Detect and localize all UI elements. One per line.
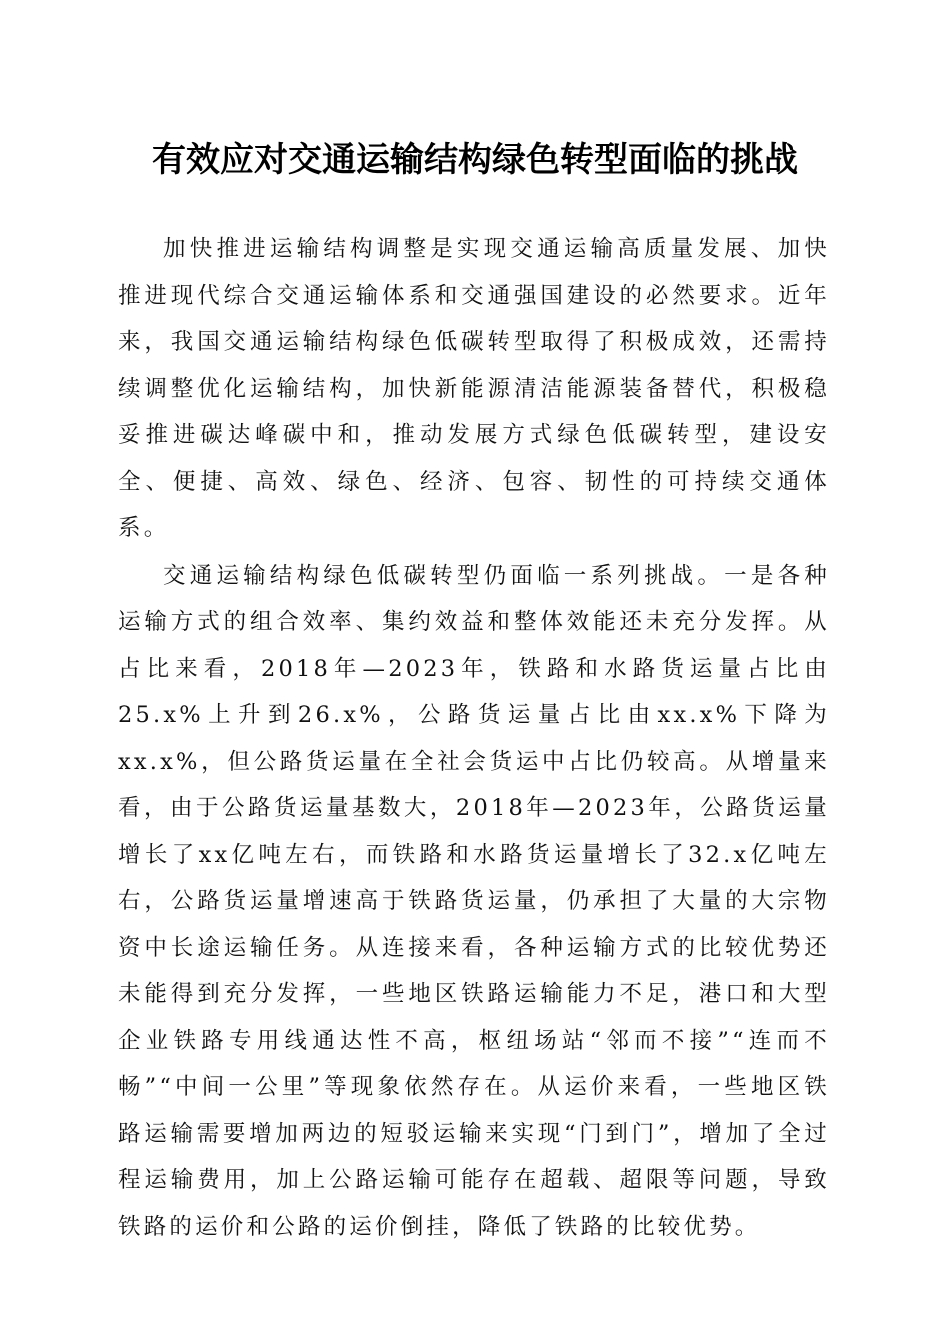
paragraph-1: 加快推进运输结构调整是实现交通运输高质量发展、加快推进现代综合交通运输体系和交通强国建设的必然要求。近年来，我国交通运输结构绿色低碳转型取得了积极成效，还需持续调整优化运输结构，加快新能源清洁能源装备替代，积极稳妥推进碳达峰碳中和，推动发展方式绿色低碳转型，建设安全、便捷、高效、绿色、经济、包容、韧性的可持续交通体系。 — [118, 236, 830, 541]
document-title: 有效应对交通运输结构绿色转型面临的挑战 — [152, 140, 798, 180]
document-body — [118, 226, 830, 1251]
paragraph-2: 交通运输结构绿色低碳转型仍面临一系列挑战。一是各种运输方式的组合效率、集约效益和整体效能还未充分发挥。从占比来看，2018年—2023年，铁路和水路货运量占比由25.x%上升到26.x%，公路货运量占比由xx.x%下降为xx.x%，但公路货运量在全社会货运中占比仍较高。从增量来看，由于公路货运量基数大，2018年—2023年，公路货运量增长了xx亿吨左右，而铁路和水路货运量增长了32.x亿吨左右，公路货运量增速高于铁路货运量，仍承担了大量的大宗物资中长途运输任务。从连接来看，各种运输方式的比较优势还未能得到充分发挥，一些地区铁路运输能力不足，港口和大型企业铁路专用线通达性不高，枢纽场站“邻而不接”“连而不畅”“中间一公里”等现象依然存在。从运价来看，一些地区铁路运输需要增加两边的短驳运输来实现“门到门”，增加了全过程运输费用，加上公路运输可能存在超载、超限等问题，导致铁路的运价和公路的运价倒挂，降低了铁路的比较优势。 — [118, 562, 830, 1240]
